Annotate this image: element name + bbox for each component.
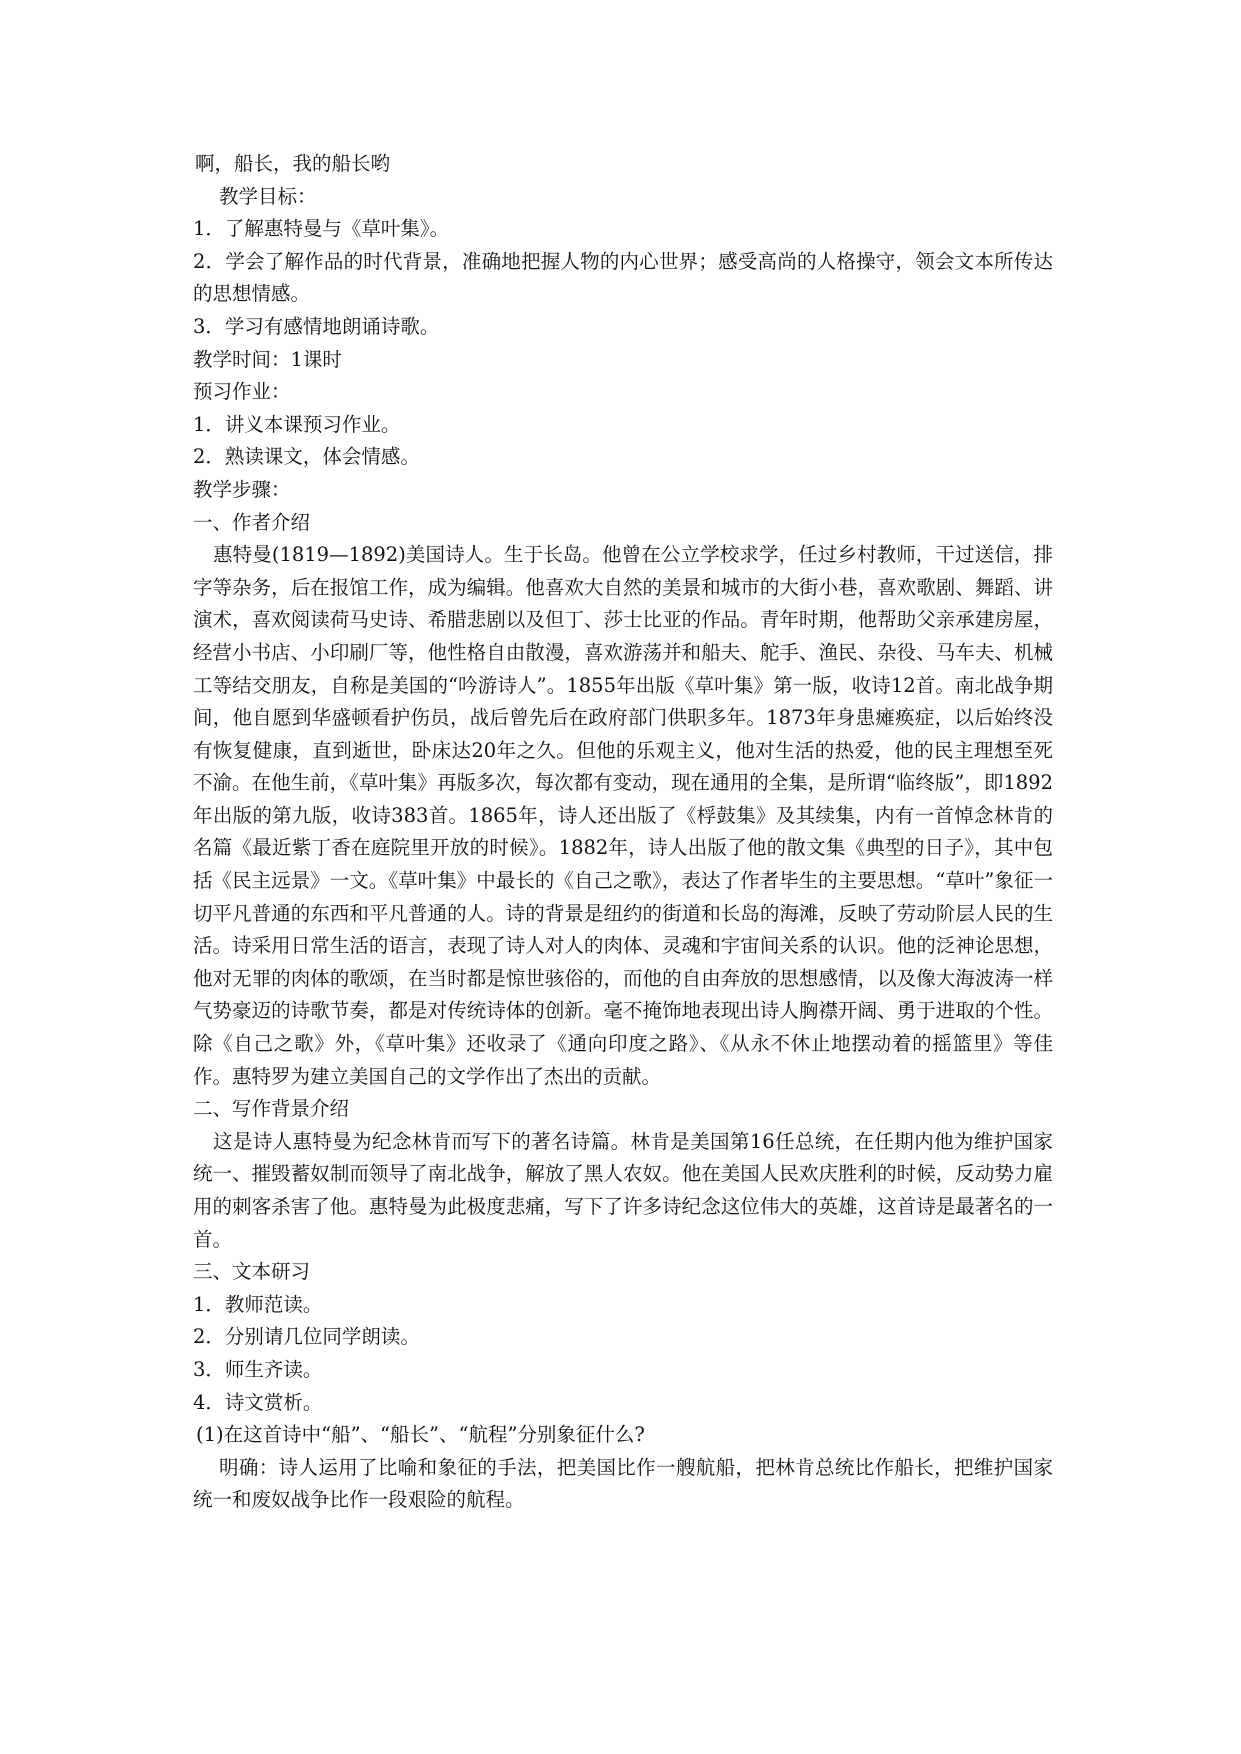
preview-item-2: 2．熟读课文，体会情感。 <box>193 445 420 469</box>
objective-item-1: 1．了解惠特曼与《草叶集》。 <box>193 217 450 241</box>
section3-heading: 三、文本研习 <box>193 1260 311 1284</box>
section3-item-2: 2．分别请几位同学朗读。 <box>193 1325 420 1349</box>
section2-paragraph: 这是诗人惠特曼为纪念林肯而写下的著名诗篇。林肯是美国第16任总统，在任期内他为维护国家统一、摧毁蓄奴制而领导了南北战争，解放了黑人农奴。他在美国人民欢庆胜利的时候，反动势力雇用的刺客杀害了他。惠特曼为此极度悲痛，写下了许多诗纪念这位伟大的英雄，这首诗是最著名的一首。 <box>193 1129 1053 1251</box>
section3-item-4: 4．诗文赏析。 <box>193 1390 323 1414</box>
section1-paragraph: 惠特曼(1819—1892)美国诗人。生于长岛。他曾在公立学校求学，任过乡村教师，干过送信，排字等杂务，后在报馆工作，成为编辑。他喜欢大自然的美景和城市的大街小巷，喜欢歌剧、舞蹈、讲演术，喜欢阅读荷马史诗、希腊悲剧以及但丁、莎士比亚的作品。青年时期，他帮助父亲承建房屋，经营小书店、小印刷厂等，他性格自由散漫，喜欢游荡并和船夫、舵手、渔民、杂役、马车夫、机械工等结交朋友，自称是美国的“吟游诗人”。1855年出版《草叶集》第一版，收诗12首。南北战争期间，他自愿到华盛顿看护伤员，战后曾先后在政府部门供职多年。1873年身患瘫痪症，以后始终没有恢复健康，直到逝世，卧床达20年之久。但他的乐观主义，他对生活的热爱，他的民主理想至死不渝。在他生前，《草叶集》再版多次，每次都有变动，现在通用的全集，是所谓“临终版”，即1892年出版的第九版，收诗383首。1865年，诗人还出版了《桴鼓集》及其续集，内有一首悼念林肯的名篇《最近紫丁香在庭院里开放的时候》。1882年，诗人出版了他的散文集《典型的日子》，其中包括《民主远景》一文。《草叶集》中最长的《自己之歌》，表达了作者毕生的主要思想。“草叶”象征一切平凡普通的东西和平凡普通的人。诗的背景是纽约的街道和长岛的海滩，反映了劳动阶层人民的生活。诗采用日常生活的语言，表现了诗人对人的肉体、灵魂和宇宙间关系的认识。他的泛神论思想，他对无罪的肉体的歌颂，在当时都是惊世骇俗的，而他的自由奔放的思想感情，以及像大海波涛一样气势豪迈的诗歌节奏，都是对传统诗体的创新。毫不掩饰地表现出诗人胸襟开阔、勇于进取的个性。除《自己之歌》外，《草叶集》还收录了《通向印度之路》、《从永不休止地摆动着的摇篮里》等佳作。惠特罗为建立美国自己的文学作出了杰出的贡献。 <box>193 543 1053 1088</box>
document-page <box>193 148 1053 1517</box>
answer-1: 明确：诗人运用了比喻和象征的手法，把美国比作一艘航船，把林肯总统比作船长，把维护国家统一和废奴战争比作一段艰险的航程。 <box>193 1455 1053 1512</box>
preview-heading: 预习作业： <box>193 380 291 404</box>
question-1: (1)在这首诗中“船”、“船长”、“航程”分别象征什么? <box>196 1423 645 1447</box>
objective-item-3: 3．学习有感情地朗诵诗歌。 <box>193 314 440 338</box>
section2-heading: 二、写作背景介绍 <box>193 1097 350 1121</box>
document-title: 啊，船长，我的船长哟 <box>195 152 391 175</box>
preview-item-1: 1．讲义本课预习作业。 <box>193 412 401 436</box>
teaching-time: 教学时间：1课时 <box>193 347 342 371</box>
objective-item-2: 2．学会了解作品的时代背景，准确地把握人物的内心世界；感受高尚的人格操守，领会文本所传达的思想情感。 <box>193 249 1053 306</box>
objectives-heading: 教学目标： <box>219 184 317 208</box>
section1-heading: 一、作者介绍 <box>193 510 311 534</box>
section3-item-1: 1．教师范读。 <box>193 1292 323 1316</box>
section3-item-3: 3．师生齐读。 <box>193 1357 323 1381</box>
steps-heading: 教学步骤： <box>193 477 291 501</box>
